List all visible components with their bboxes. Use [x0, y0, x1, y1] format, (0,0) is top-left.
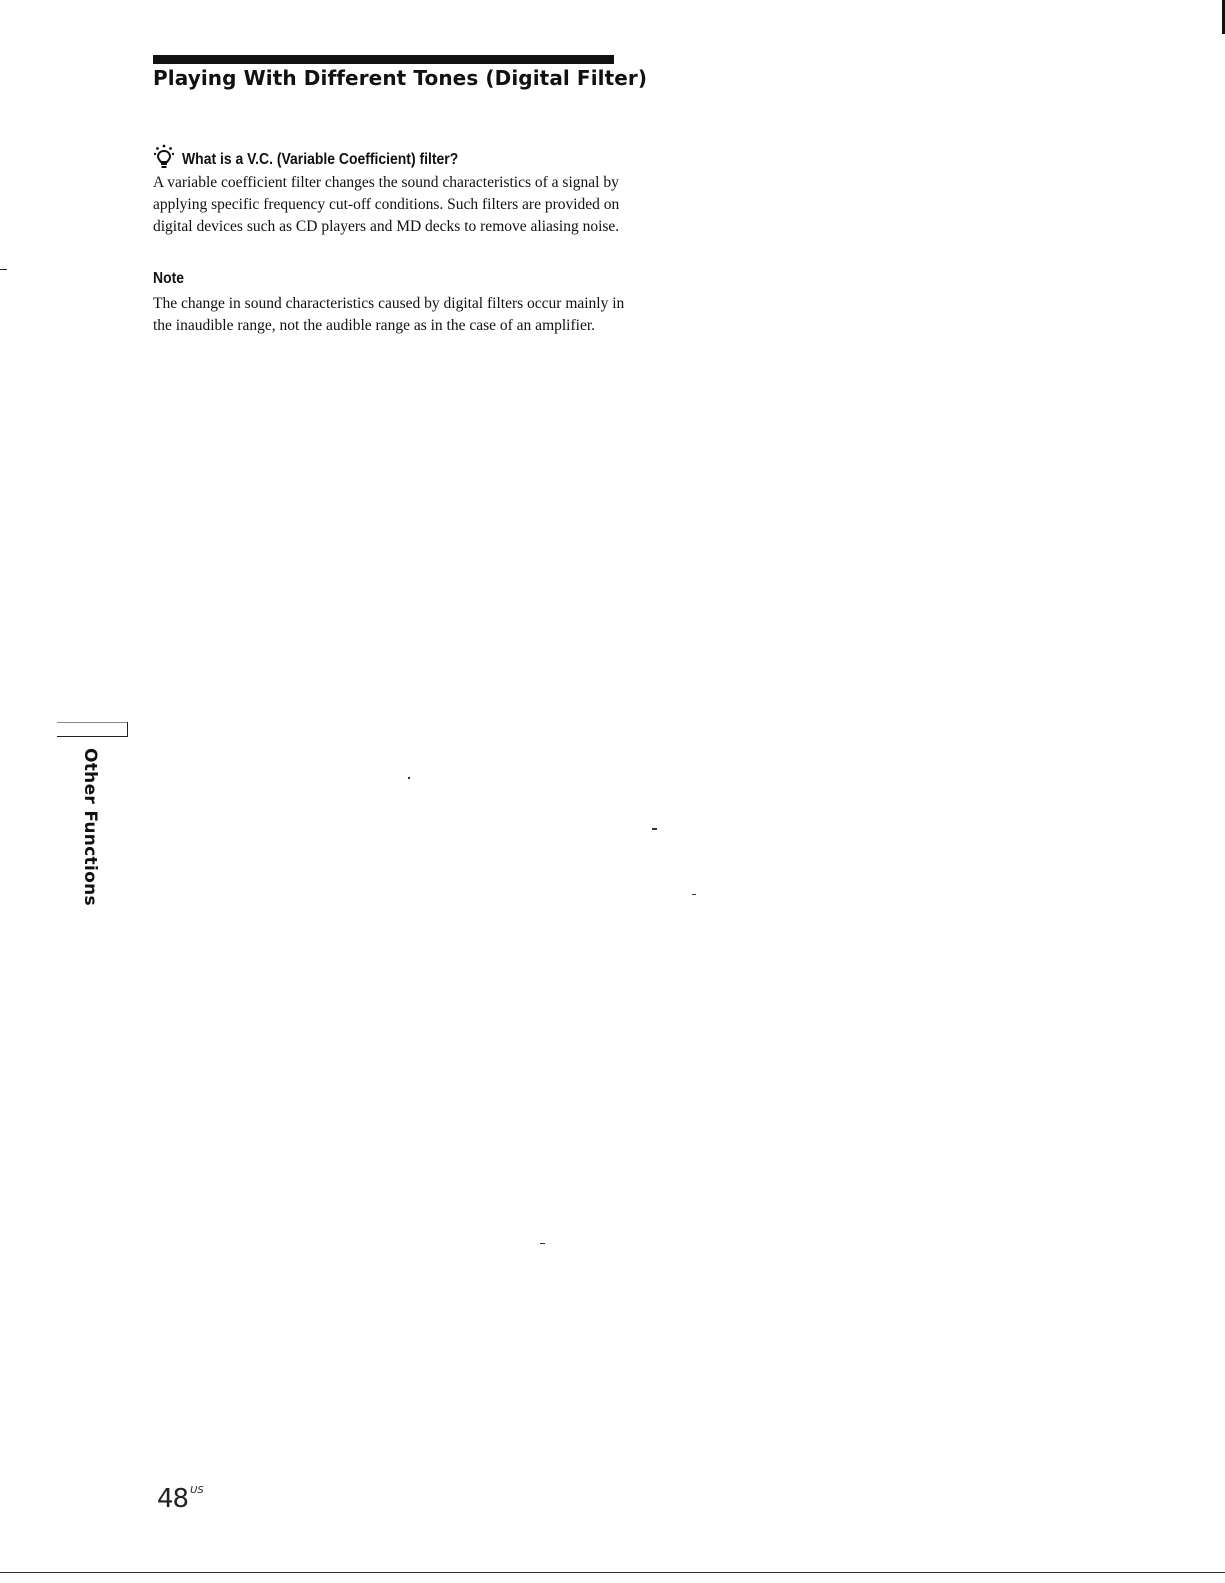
page-number-value: 48	[157, 1484, 189, 1514]
side-tab-border	[57, 722, 128, 723]
title-rule	[153, 55, 614, 64]
scan-speck	[408, 777, 410, 779]
note-heading: Note	[153, 270, 185, 287]
tip-heading	[153, 143, 489, 169]
scan-bottom-edge	[0, 1572, 1225, 1573]
side-tab-border	[57, 736, 128, 737]
margin-tick	[0, 269, 7, 270]
scan-speck	[652, 828, 657, 830]
note-body: The change in sound characteristics caused by digital filters occur mainly in the inaudible range, not the audible range as in the case of an amplifier.	[153, 295, 625, 334]
page-number	[157, 1484, 204, 1514]
lightbulb-icon	[153, 143, 175, 169]
scan-speck	[692, 894, 696, 895]
tip-title: What is a V.C. (Variable Coefficient) filter?	[182, 151, 459, 168]
side-tab-border	[127, 722, 128, 737]
section-side-tab: Other Functions	[80, 748, 100, 906]
page-number-suffix: US	[190, 1485, 204, 1496]
page-title: Playing With Different Tones (Digital Filter)	[153, 66, 648, 90]
tip-body: A variable coefficient filter changes the sound characteristics of a signal by applying specific frequency cut-off conditions. Such filters are provided on digital devices such as CD players and MD decks to remove aliasing noise.	[153, 174, 620, 235]
scan-speck	[540, 1243, 545, 1244]
